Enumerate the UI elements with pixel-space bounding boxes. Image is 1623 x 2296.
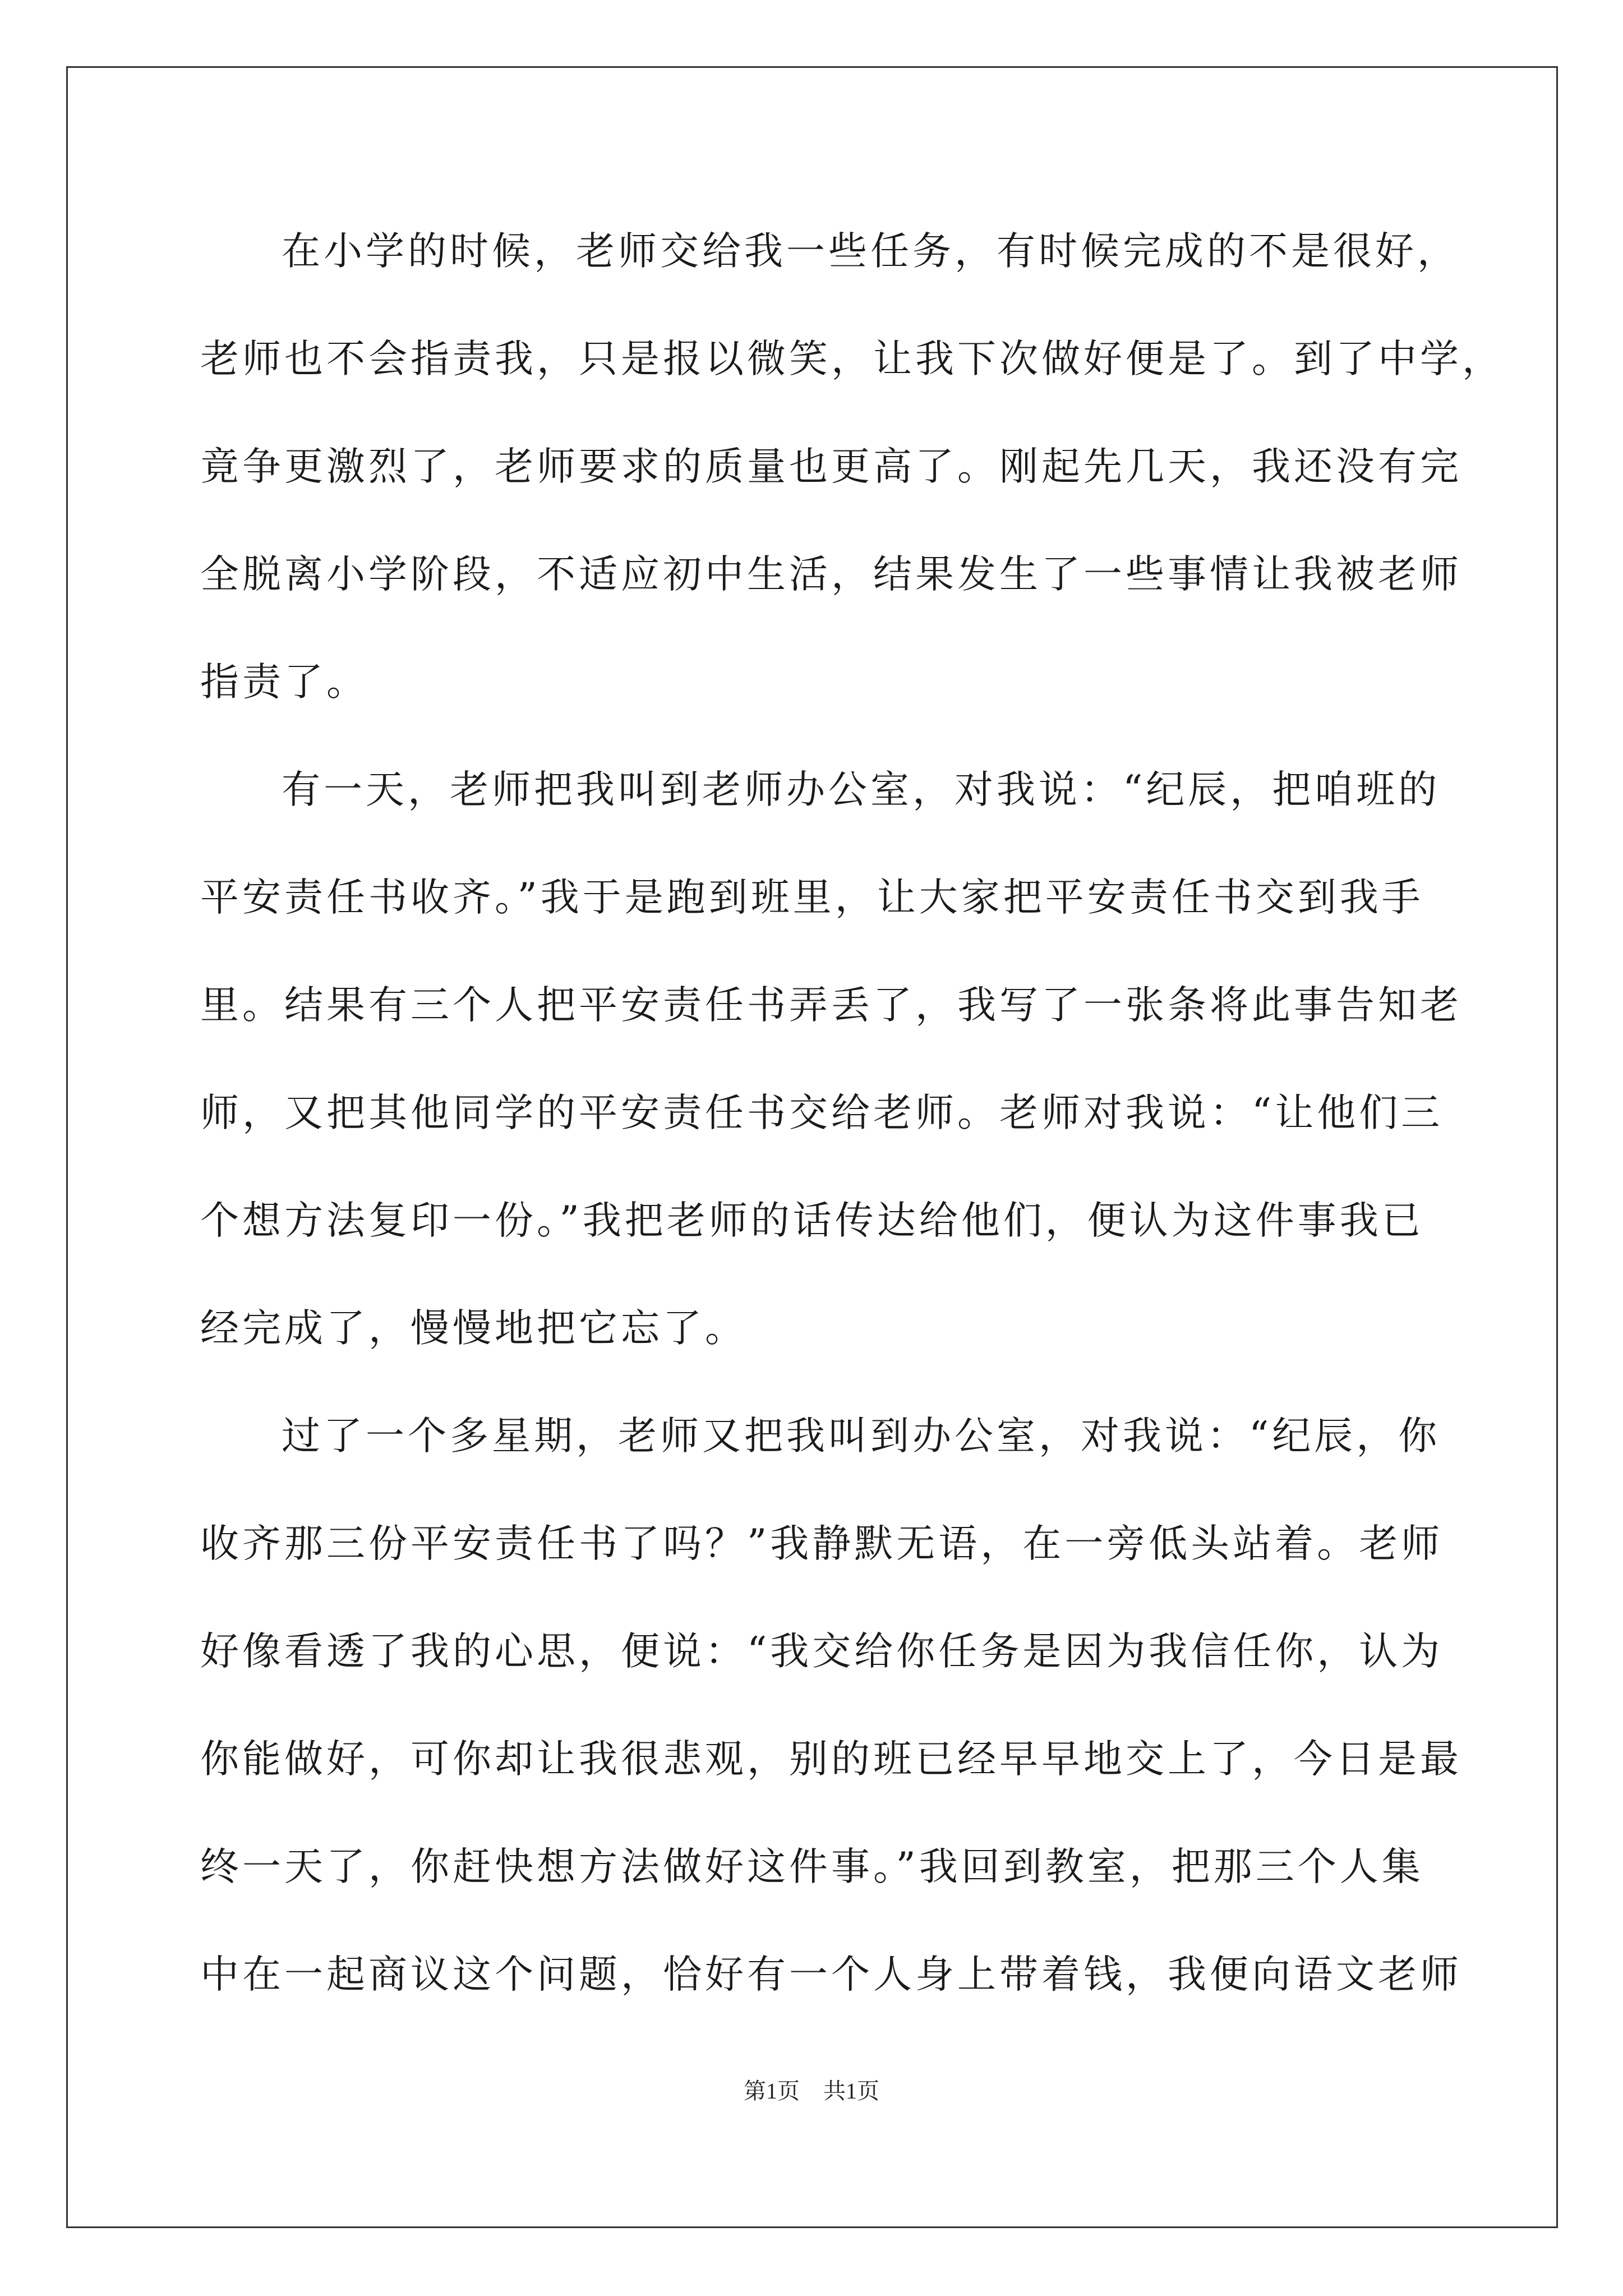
paragraph-1-line-4: 全脱离小学阶段，不适应初中生活，结果发生了一些事情让我被老师 bbox=[200, 552, 1462, 597]
page-number-total: 共1页 bbox=[823, 2078, 879, 2104]
paragraph-3-line-1: 过了一个多星期，老师又把我叫到办公室，对我说：“纪辰，你 bbox=[282, 1414, 1441, 1458]
paragraph-1-line-3: 竟争更激烈了，老师要求的质量也更高了。刚起先几天，我还没有完 bbox=[200, 444, 1462, 489]
document-body bbox=[200, 223, 1504, 2054]
page-footer bbox=[0, 2073, 1623, 2105]
paragraph-1-line-1: 在小学的时候，老师交给我一些任务，有时候完成的不是很好， bbox=[282, 229, 1459, 274]
paragraph-2-line-2: 平安责任书收齐。”我于是跑到班里，让大家把平安责任书交到我手 bbox=[200, 875, 1424, 920]
paragraph-2-line-6: 经完成了，慢慢地把它忘了。 bbox=[200, 1306, 747, 1351]
paragraph-2-line-3: 里。结果有三个人把平安责任书弄丢了，我写了一张条将此事告知老 bbox=[200, 983, 1462, 1028]
paragraph-3-line-6: 中在一起商议这个问题，恰好有一个人身上带着钱，我便向语文老师 bbox=[200, 1952, 1462, 1997]
paragraph-3-line-3: 好像看透了我的心思，便说：“我交给你任务是因为我信任你，认为 bbox=[200, 1629, 1444, 1674]
paragraph-2-line-5: 个想方法复印一份。”我把老师的话传达给他们，便认为这件事我已 bbox=[200, 1198, 1424, 1243]
paragraph-3-line-2: 收齐那三份平安责任书了吗？”我静默无语，在一旁低头站着。老师 bbox=[200, 1521, 1444, 1566]
paragraph-3-line-5: 终一天了，你赶快想方法做好这件事。”我回到教室，把那三个人集 bbox=[200, 1844, 1424, 1889]
page-number-current: 第1页 bbox=[744, 2078, 800, 2104]
paragraph-1-line-5: 指责了。 bbox=[200, 660, 368, 705]
paragraph-2-line-4: 师，又把其他同学的平安责任书交给老师。老师对我说：“让他们三 bbox=[200, 1091, 1444, 1135]
paragraph-2-line-1: 有一天，老师把我叫到老师办公室，对我说：“纪辰，把咱班的 bbox=[282, 767, 1441, 812]
paragraph-1-line-2: 老师也不会指责我，只是报以微笑，让我下次做好便是了。到了中学， bbox=[200, 337, 1504, 381]
paragraph-3-line-4: 你能做好，可你却让我很悲观，别的班已经早早地交上了，今日是最 bbox=[200, 1737, 1462, 1782]
